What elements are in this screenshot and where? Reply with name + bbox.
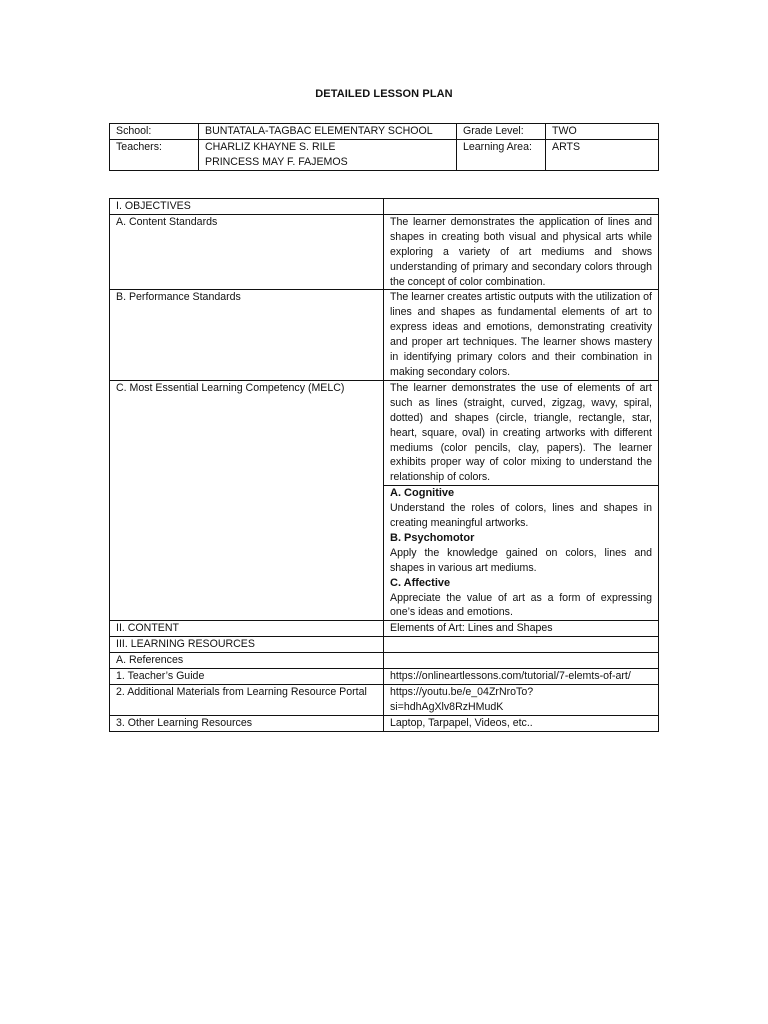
performance-standards-label: B. Performance Standards xyxy=(110,290,384,380)
table-row xyxy=(110,637,659,653)
lesson-plan-table xyxy=(109,198,659,732)
table-row xyxy=(110,715,659,731)
affective-heading: C. Affective xyxy=(390,576,451,589)
content-standards-text: The learner demonstrates the application of lines and shapes in creating both visual and physical arts while exploring a variety of art mediums and shows understanding of primary and secondary colors through the concept of color combination. xyxy=(384,214,659,290)
additional-materials-link-line[interactable]: si=hdhAgXlv8RzHMudK xyxy=(390,700,504,713)
cognitive-heading: A. Cognitive xyxy=(390,487,455,500)
table-row xyxy=(110,290,659,380)
teacher-name: PRINCESS MAY F. FAJEMOS xyxy=(205,155,348,168)
table-row xyxy=(110,669,659,685)
table-row xyxy=(110,653,659,669)
cognitive-text: Understand the roles of colors, lines and shapes in creating meaningful artworks. xyxy=(390,502,652,530)
content-value: Elements of Art: Lines and Shapes xyxy=(384,621,659,637)
empty-cell xyxy=(384,199,659,215)
table-row xyxy=(110,621,659,637)
table-row xyxy=(110,214,659,290)
psychomotor-text: Apply the knowledge gained on colors, lines and shapes in various art mediums. xyxy=(390,546,652,574)
learning-area-label: Learning Area: xyxy=(457,139,546,170)
teachers-guide-label: 1. Teacher’s Guide xyxy=(110,669,384,685)
content-standards-label: A. Content Standards xyxy=(110,214,384,290)
teachers-value xyxy=(199,139,457,170)
other-resources-label: 3. Other Learning Resources xyxy=(110,715,384,731)
school-value: BUNTATALA-TAGBAC ELEMENTARY SCHOOL xyxy=(199,124,457,140)
grade-level-label: Grade Level: xyxy=(457,124,546,140)
school-label: School: xyxy=(110,124,199,140)
objectives-label: I. OBJECTIVES xyxy=(110,199,384,215)
table-row xyxy=(110,685,659,716)
other-resources-value: Laptop, Tarpapel, Videos, etc.. xyxy=(384,715,659,731)
content-label: II. CONTENT xyxy=(110,621,384,637)
grade-level-value: TWO xyxy=(546,124,659,140)
performance-standards-text: The learner creates artistic outputs with the utilization of lines and shapes as fundamental elements of art to express ideas and emotions, demonstrating creativity and proper art techniques. The learner shows mastery in identifying primary colors and their combination in making secondary colors. xyxy=(384,290,659,380)
learning-area-value: ARTS xyxy=(546,139,659,170)
references-label: A. References xyxy=(110,653,384,669)
learning-objectives-cell xyxy=(384,486,659,621)
psychomotor-heading: B. Psychomotor xyxy=(390,531,475,544)
teachers-guide-link[interactable]: https://onlineartlessons.com/tutorial/7-elemts-of-art/ xyxy=(384,669,659,685)
additional-materials-link[interactable] xyxy=(384,685,659,716)
additional-materials-link-line[interactable]: https://youtu.be/e_04ZrNroTo? xyxy=(390,686,534,698)
learning-resources-label: III. LEARNING RESOURCES xyxy=(110,637,384,653)
empty-cell xyxy=(384,637,659,653)
table-row xyxy=(110,124,659,140)
document-title: DETAILED LESSON PLAN xyxy=(315,88,453,100)
melc-label: C. Most Essential Learning Competency (MELC) xyxy=(110,380,384,621)
affective-text: Appreciate the value of art as a form of expressing one’s ideas and emotions. xyxy=(390,591,652,619)
additional-materials-label: 2. Additional Materials from Learning Resource Portal xyxy=(110,685,384,716)
melc-text: The learner demonstrates the use of elements of art such as lines (straight, curved, zigzag, wavy, spiral, dotted) and shapes (circle, triangle, rectangle, star, heart, square, oval) in creating artworks with different mediums (color pencils, clay, papers). The learner exhibits proper way of color mixing to understand the relationship of colors. xyxy=(384,380,659,485)
teacher-name: CHARLIZ KHAYNE S. RILE xyxy=(205,140,336,153)
teachers-label: Teachers: xyxy=(110,139,199,170)
table-row xyxy=(110,139,659,170)
table-row xyxy=(110,199,659,215)
school-info-table xyxy=(109,123,659,171)
table-row xyxy=(110,380,659,485)
empty-cell xyxy=(384,653,659,669)
